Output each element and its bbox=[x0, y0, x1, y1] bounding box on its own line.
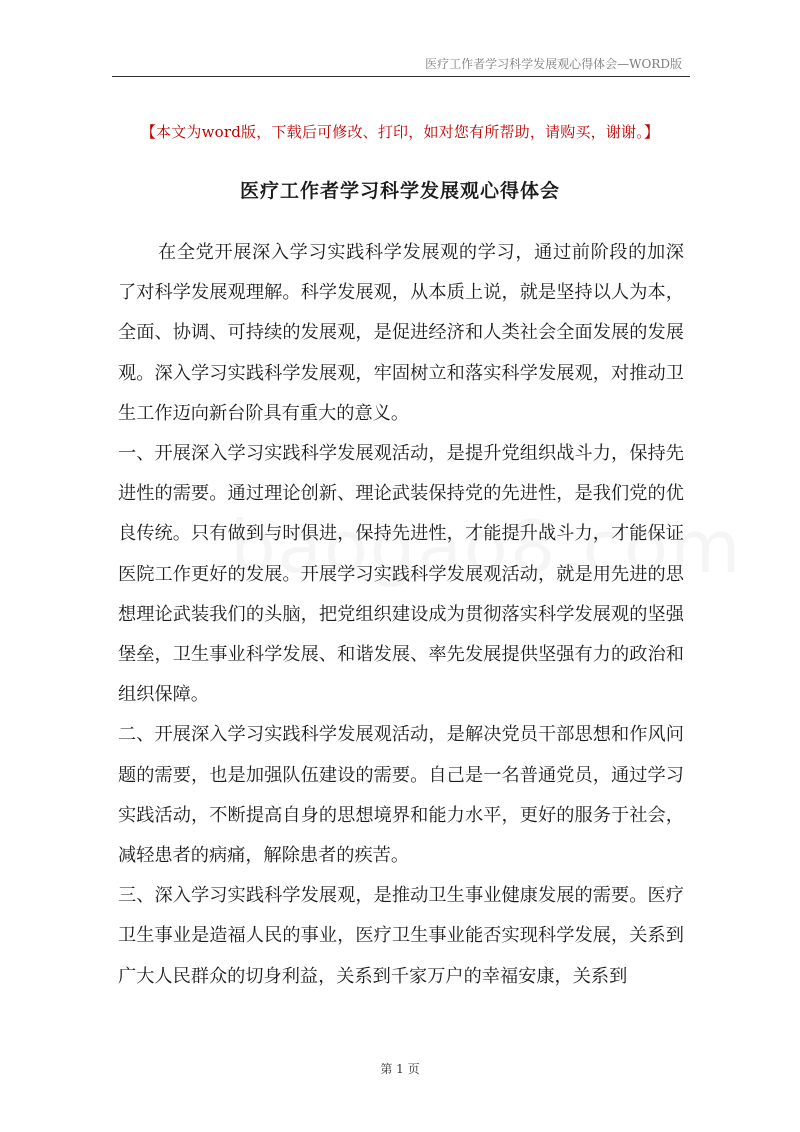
running-header: 医疗工作者学习科学发展观心得体会—WORD版 bbox=[425, 57, 682, 71]
page-number: 第 1 页 bbox=[380, 1062, 420, 1076]
paragraph-point-3: 三、深入学习实践科学发展观，是推动卫生事业健康发展的需要。医疗卫生事业是造福人民的事业，医疗卫生事业能否实现科学发展，关系到广大人民群众的切身利益，关系到千家万户的幸福安康，关系到 bbox=[118, 885, 684, 987]
document-title: 医疗工作者学习科学发展观心得体会 bbox=[239, 180, 560, 202]
paragraph-intro: 在全党开展深入学习实践科学发展观的学习，通过前阶段的加深了对科学发展观理解。科学发展观，从本质上说，就是坚持以人为本，全面、协调、可持续的发展观，是促进经济和人类社会全面发展的发展观。深入学习实践科学发展观，牢固树立和落实科学发展观，对推动卫生工作迈向新台阶具有重大的意义。 bbox=[118, 242, 684, 424]
header-divider bbox=[112, 76, 690, 77]
document-body bbox=[118, 233, 684, 997]
paragraph-point-2: 二、开展深入学习实践科学发展观活动，是解决党员干部思想和作风问题的需要，也是加强队伍建设的需要。自己是一名普通党员，通过学习实践活动，不断提高自身的思想境界和能力水平，更好的服务于社会，减轻患者的病痛，解除患者的疾苦。 bbox=[118, 724, 684, 867]
download-notice: 【本文为word版，下载后可修改、打印，如对您有所帮助，请购买，谢谢。】 bbox=[140, 123, 660, 141]
paragraph-point-1: 一、开展深入学习实践科学发展观活动，是提升党组织战斗力，保持先进性的需要。通过理论创新、理论武装保持党的先进性，是我们党的优良传统。只有做到与时俱进，保持先进性，才能提升战斗力，才能保证医院工作更好的发展。开展学习实践科学发展观活动，就是用先进的思想理论武装我们的头脑，把党组织建设成为贯彻落实科学发展观的坚强堡垒，卫生事业科学发展、和谐发展、率先发展提供坚强有力的政治和组织保障。 bbox=[118, 443, 684, 706]
